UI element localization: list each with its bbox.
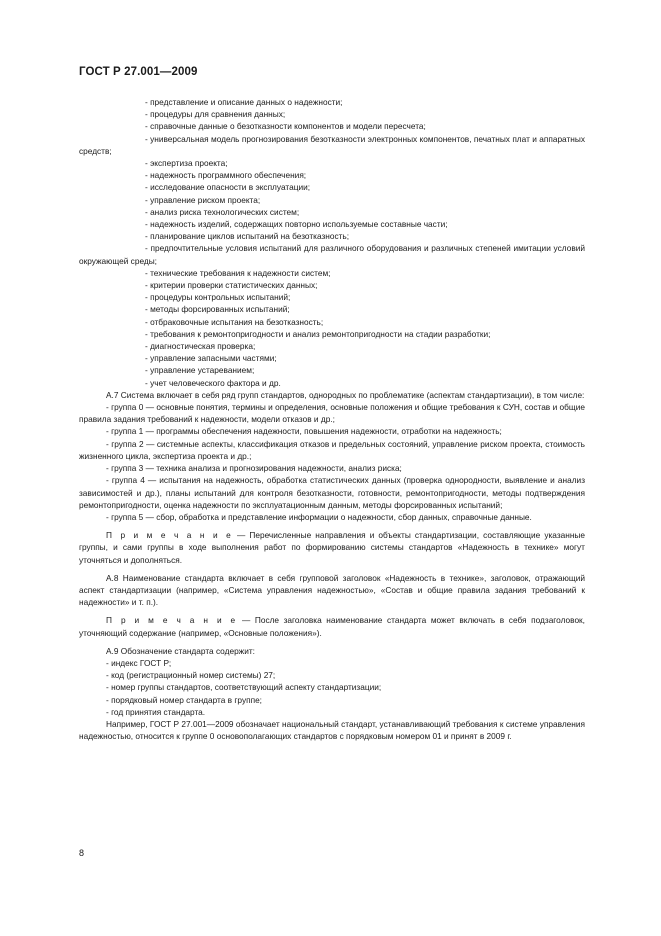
list-item: - универсальная модель прогнозирования безотказности электронных компонентов, печатных плат и аппаратных средств; bbox=[79, 133, 585, 156]
list-item: - учет человеческого фактора и др. bbox=[145, 377, 281, 388]
list-item: - управление риском проекта; bbox=[145, 194, 261, 205]
list-item: - планирование циклов испытаний на безотказность; bbox=[145, 231, 350, 242]
list-item: - группа 2 — системные аспекты, классификация отказов и предельных состояний, управление риском проекта, стоимость жизненного цикла, экспертиза проекта и др.; bbox=[79, 438, 585, 461]
note-text: — После заголовка наименование стандарта может включать в себя подзаголовок, уточняющий содержание (например, «Основные положения»). bbox=[79, 615, 585, 638]
list-item: - представление и описание данных о надежности; bbox=[145, 97, 343, 107]
list-item: - процедуры для сравнения данных; bbox=[145, 109, 286, 120]
list-item: - год принятия стандарта. bbox=[106, 706, 206, 717]
list-item: - критерии проверки статистических данных; bbox=[145, 280, 318, 291]
list-item: - методы форсированных испытаний; bbox=[145, 304, 290, 315]
list-item: - справочные данные о безотказности компонентов и модели пересчета; bbox=[145, 121, 426, 132]
document-header: ГОСТ Р 27.001—2009 bbox=[79, 66, 198, 78]
list-item: - экспертиза проекта; bbox=[145, 158, 228, 169]
section-a8-paragraph: А.8 Наименование стандарта включает в себя групповой заголовок «Надежность в технике», заголовок, отражающий аспект стандартизации (например, «Система управления надежностью», «Состав и общие правила задания требований к надежности» и т. п.). bbox=[79, 572, 585, 608]
list-item: - группа 3 — техника анализа и прогнозирования надежности, анализ риска; bbox=[106, 463, 402, 474]
list-item: - порядковый номер стандарта в группе; bbox=[106, 694, 262, 705]
list-item: - номер группы стандартов, соответствующий аспекту стандартизации; bbox=[106, 682, 382, 693]
list-item: - управление устареванием; bbox=[145, 365, 255, 376]
designation-list bbox=[79, 657, 585, 718]
page-number: 8 bbox=[79, 848, 85, 858]
section-a9-paragraph: А.9 Обозначение стандарта содержит: bbox=[106, 645, 255, 656]
section-a7-paragraph: А.7 Система включает в себя ряд групп стандартов, однородных по проблематике (аспектам стандартизации), в том числе: bbox=[106, 389, 585, 400]
list-item: - исследование опасности в эксплуатации; bbox=[145, 182, 311, 193]
list-item: - отбраковочные испытания на безотказность; bbox=[145, 316, 324, 327]
group-list bbox=[79, 401, 585, 523]
list-item: - процедуры контрольных испытаний; bbox=[145, 292, 291, 303]
list-item: - группа 5 — сбор, обработка и представление информации о надежности, сбор данных, справочные данные. bbox=[106, 511, 532, 522]
list-item: - предпочтительные условия испытаний для различного оборудования и различных степеней имитации условий окружающей среды; bbox=[79, 243, 585, 266]
note-1 bbox=[79, 529, 585, 566]
list-item: - группа 1 — программы обеспечения надежности, повышения надежности, отработки на надежность; bbox=[106, 426, 502, 437]
bullet-list-directions bbox=[79, 96, 585, 389]
list-item: - надежность программного обеспечения; bbox=[145, 170, 307, 181]
note-label: П р и м е ч а н и е bbox=[106, 530, 233, 541]
example-paragraph: Например, ГОСТ Р 27.001—2009 обозначает национальный стандарт, устанавливающий требования к системе управления надежностью, относится к группе 0 основополагающих стандартов с порядковым номером 01 и принят в 2009 г. bbox=[79, 718, 585, 742]
list-item: - технические требования к надежности систем; bbox=[145, 267, 331, 278]
list-item: - код (регистрационный номер системы) 27; bbox=[106, 670, 276, 681]
list-item: - управление запасными частями; bbox=[145, 353, 277, 364]
note-label: П р и м е ч а н и е bbox=[106, 615, 238, 626]
list-item: - диагностическая проверка; bbox=[145, 341, 256, 352]
list-item: - группа 4 — испытания на надежность, обработка статистических данных (проверка однородности, выявление и анализ зависимостей и др.), планы испытаний для контроля безотказности, готовности, ремонтопригодности, методы подтверждения ремонтопригодности, оценка надежности по эксплуатационным данным, методы форсированных испытаний; bbox=[79, 475, 585, 510]
list-item: - анализ риска технологических систем; bbox=[145, 206, 300, 217]
note-2 bbox=[79, 614, 585, 638]
list-item: - группа 0 — основные понятия, термины и определения, основные положения и общие требования к СУН, состав и общие правила задания требований к надежности, модели отказов и др.; bbox=[79, 402, 585, 425]
list-item: - надежность изделий, содержащих повторно используемые составные части; bbox=[145, 219, 448, 230]
document-body bbox=[79, 96, 585, 742]
list-item: - индекс ГОСТ Р; bbox=[106, 657, 172, 668]
list-item: - требования к ремонтопригодности и анализ ремонтопригодности на стадии разработки; bbox=[145, 328, 491, 339]
note-text: — Перечисленные направления и объекты стандартизации, составляющие указанные группы, и сами группы в ходе выполнения работ по формированию системы стандартов «Надежность в технике» могут уточняться и дополняться. bbox=[79, 530, 585, 565]
